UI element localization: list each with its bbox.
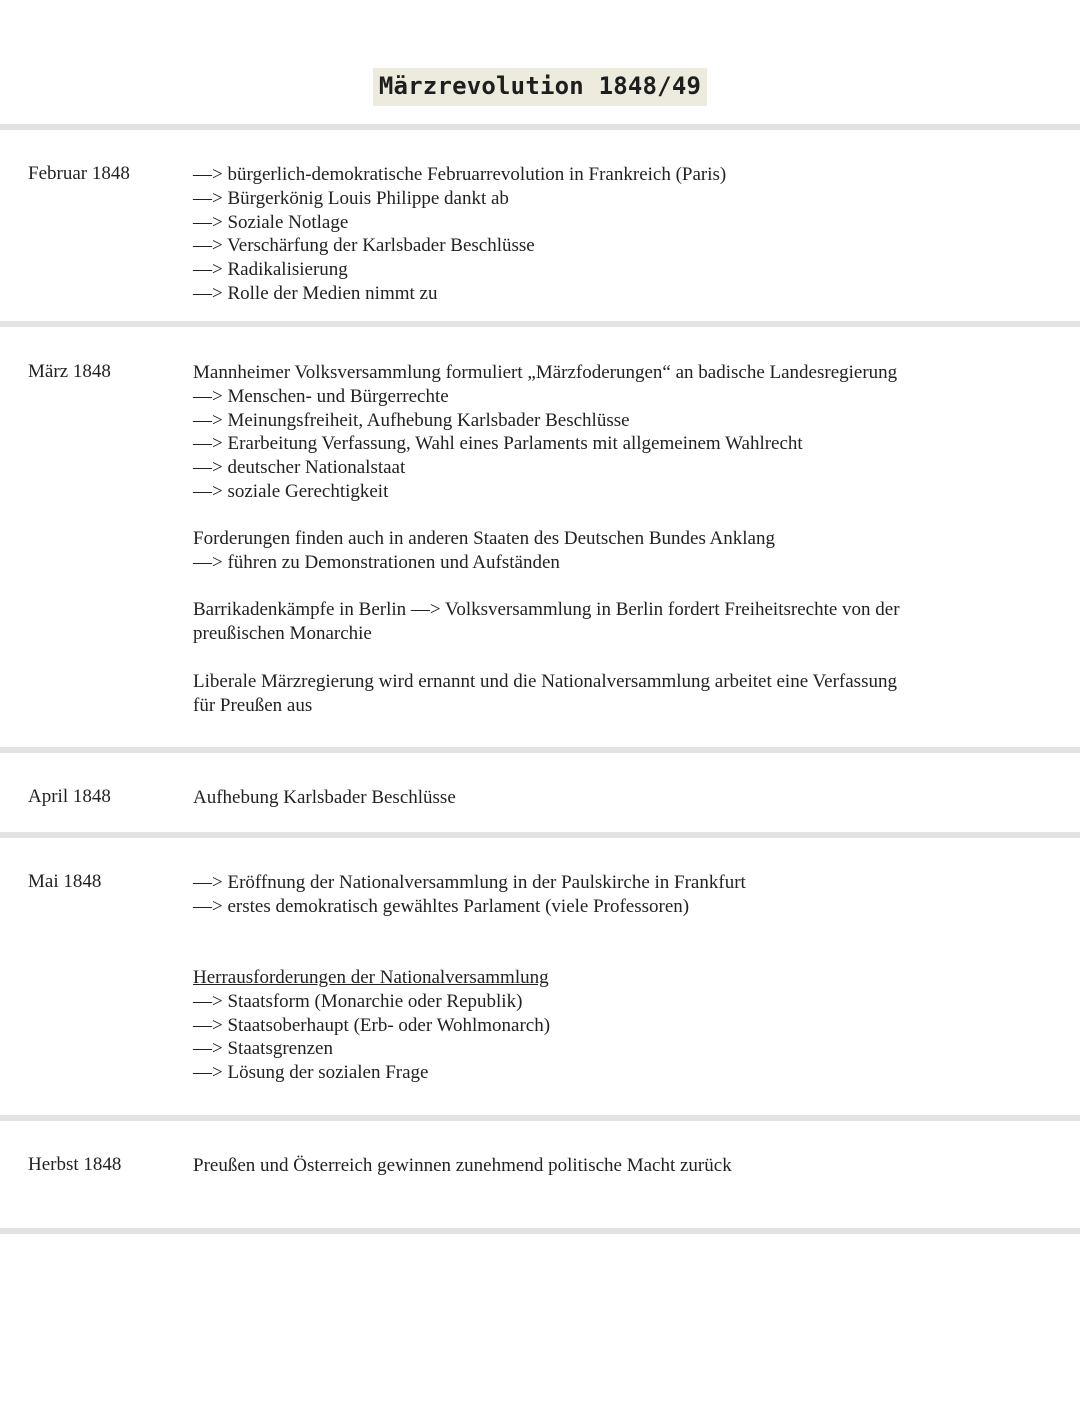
list-item: —> Eröffnung der Nationalversammlung in der Paulskirche in Frankfurt — [193, 872, 746, 893]
list-item: —> Staatsform (Monarchie oder Republik) — [193, 990, 523, 1012]
paragraph: Aufhebung Karlsbader Beschlüsse — [193, 787, 456, 808]
paragraph: Barrikadenkämpfe in Berlin —> Volksversammlung in Berlin fordert Freiheitsrechte von der — [193, 599, 900, 620]
paragraph: Mannheimer Volksversammlung formuliert „Märzfoderungen“ an badische Landesregierung — [193, 362, 898, 383]
section-autumn — [193, 1154, 1053, 1178]
date-march: März 1848 — [28, 361, 111, 382]
page-title: Märzrevolution 1848/49 — [373, 68, 707, 106]
list-item: —> Staatsoberhaupt (Erb- oder Wohlmonarch) — [193, 1014, 551, 1036]
list-item: —> Bürgerkönig Louis Philippe dankt ab — [193, 187, 509, 209]
divider — [0, 832, 1080, 838]
list-item: —> Lösung der sozialen Frage — [193, 1062, 429, 1084]
list-item: —> Radikalisierung — [193, 259, 348, 281]
title-wrap — [0, 68, 1080, 106]
divider — [0, 747, 1080, 753]
section-february — [193, 163, 1053, 306]
paragraph: Forderungen finden auch in anderen Staaten des Deutschen Bundes Anklang — [193, 528, 775, 549]
section-march-p3 — [193, 598, 1053, 646]
list-item: —> deutscher Nationalstaat — [193, 457, 406, 479]
challenges-heading: Herrausforderungen der Nationalversammlung — [193, 967, 549, 988]
paragraph: Liberale Märzregierung wird ernannt und die Nationalversammlung arbeitet eine Verfassung — [193, 671, 897, 692]
list-item: —> bürgerlich-demokratische Februarrevolution in Frankreich (Paris) — [193, 164, 727, 185]
section-march-p4 — [193, 670, 1053, 718]
paragraph: preußischen Monarchie — [193, 622, 372, 644]
list-item: —> Meinungsfreiheit, Aufhebung Karlsbader Beschlüsse — [193, 409, 630, 431]
section-march-p2 — [193, 527, 1053, 575]
date-may: Mai 1848 — [28, 871, 102, 892]
list-item: —> Verschärfung der Karlsbader Beschlüsse — [193, 235, 535, 257]
divider — [0, 124, 1080, 130]
list-item: —> erstes demokratisch gewähltes Parlament (viele Professoren) — [193, 895, 690, 917]
list-item: —> Rolle der Medien nimmt zu — [193, 282, 438, 304]
paragraph: Preußen und Österreich gewinnen zunehmend politische Macht zurück — [193, 1155, 732, 1176]
section-may — [193, 871, 1053, 919]
section-march — [193, 361, 1053, 504]
date-april: April 1848 — [28, 786, 111, 807]
divider — [0, 1228, 1080, 1234]
list-item: —> Soziale Notlage — [193, 211, 349, 233]
section-april — [193, 786, 1053, 810]
divider — [0, 1115, 1080, 1121]
list-item: —> Staatsgrenzen — [193, 1038, 333, 1060]
list-item: —> soziale Gerechtigkeit — [193, 480, 389, 502]
divider — [0, 321, 1080, 327]
list-item: —> Erarbeitung Verfassung, Wahl eines Parlaments mit allgemeinem Wahlrecht — [193, 433, 803, 455]
list-item: —> führen zu Demonstrationen und Aufständen — [193, 551, 560, 573]
date-february: Februar 1848 — [28, 163, 130, 184]
list-item: —> Menschen- und Bürgerrechte — [193, 385, 449, 407]
date-autumn: Herbst 1848 — [28, 1154, 122, 1175]
section-may-challenges — [193, 966, 1053, 1085]
paragraph: für Preußen aus — [193, 694, 313, 716]
